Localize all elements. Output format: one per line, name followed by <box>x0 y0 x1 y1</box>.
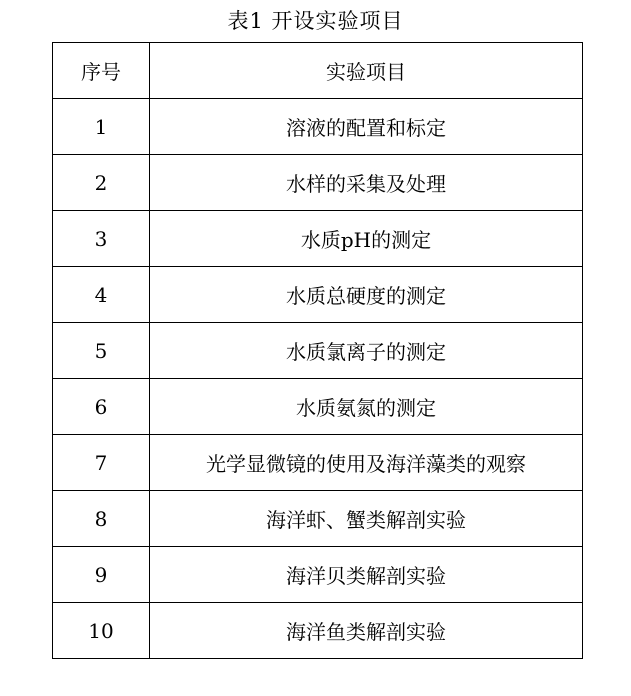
table-row <box>53 323 583 379</box>
table-row <box>53 603 583 659</box>
row-number: 7 <box>53 435 150 491</box>
header-number: 序号 <box>53 43 150 99</box>
table-row <box>53 267 583 323</box>
row-experiment: 溶液的配置和标定 <box>150 99 583 155</box>
row-number: 5 <box>53 323 150 379</box>
row-experiment: 水样的采集及处理 <box>150 155 583 211</box>
table-row <box>53 547 583 603</box>
row-number: 9 <box>53 547 150 603</box>
row-number: 2 <box>53 155 150 211</box>
table-row <box>53 491 583 547</box>
row-experiment: 光学显微镜的使用及海洋藻类的观察 <box>150 435 583 491</box>
experiment-table <box>52 42 583 659</box>
table-row <box>53 99 583 155</box>
table-caption: 表1 开设实验项目 <box>227 9 404 33</box>
row-experiment: 海洋虾、蟹类解剖实验 <box>150 491 583 547</box>
row-experiment: 水质总硬度的测定 <box>150 267 583 323</box>
row-experiment: 海洋贝类解剖实验 <box>150 547 583 603</box>
row-experiment: 海洋鱼类解剖实验 <box>150 603 583 659</box>
row-experiment: 水质氯离子的测定 <box>150 323 583 379</box>
table-row <box>53 211 583 267</box>
row-number: 1 <box>53 99 150 155</box>
row-number: 6 <box>53 379 150 435</box>
table-row <box>53 379 583 435</box>
header-experiment: 实验项目 <box>150 43 583 99</box>
table-header-row <box>53 43 583 99</box>
table-row <box>53 155 583 211</box>
row-number: 3 <box>53 211 150 267</box>
row-number: 8 <box>53 491 150 547</box>
row-number: 4 <box>53 267 150 323</box>
row-number: 10 <box>53 603 150 659</box>
row-experiment: 水质氨氮的测定 <box>150 379 583 435</box>
table-row <box>53 435 583 491</box>
row-experiment: 水质pH的测定 <box>150 211 583 267</box>
